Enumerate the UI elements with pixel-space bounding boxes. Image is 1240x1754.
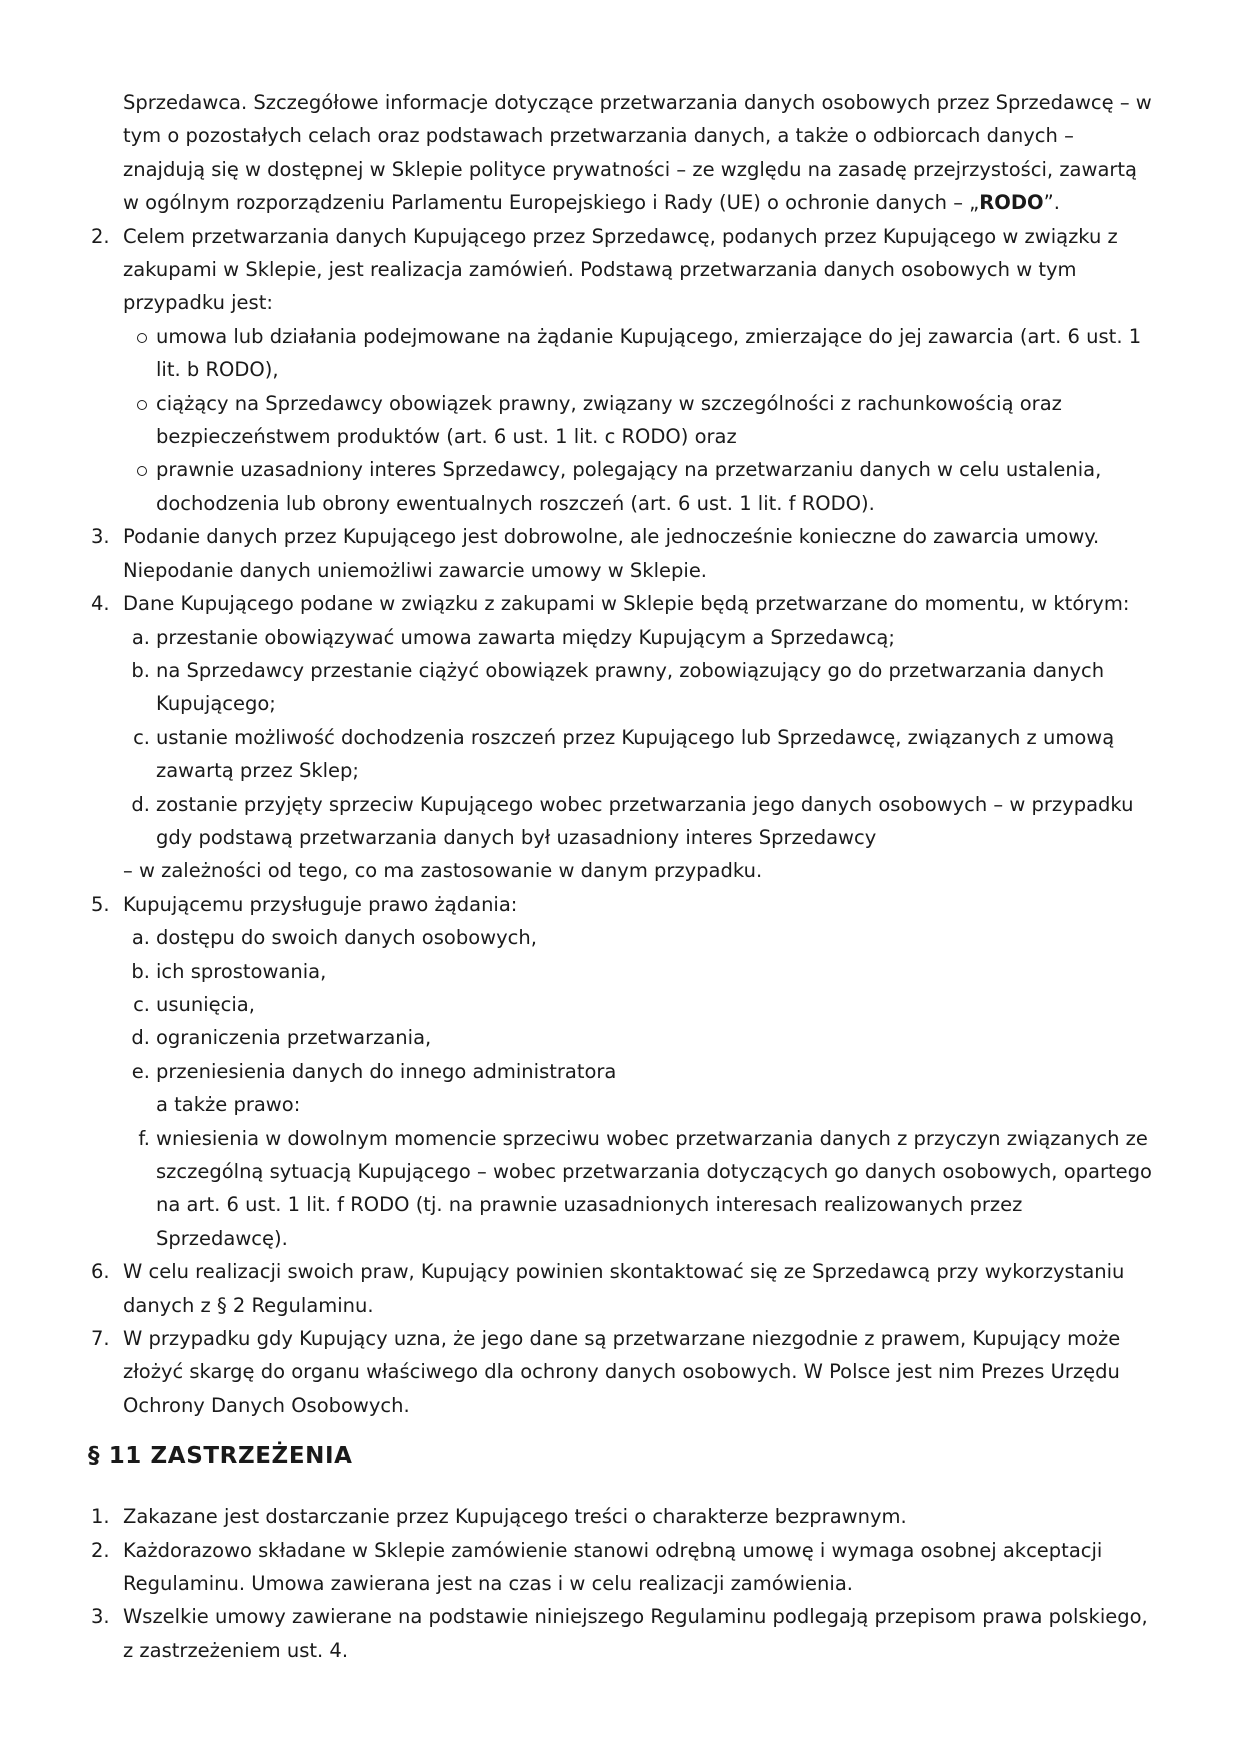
also-text: a także prawo: [156,1093,301,1117]
letter-marker: f. [138,1126,150,1150]
document-page [0,86,1240,1667]
circle-bullet-icon [137,333,147,343]
bullet-item [156,453,1160,520]
letter-list [138,1122,1160,1256]
list-item [0,1600,1160,1667]
list-item-text: W przypadku gdy Kupujący uzna, że jego dane są przetwarzane niezgodnie z prawem, Kupujący może złożyć skargę do organu właściwego dla ochrony danych osobowych. W Polsce jest nim Prezes Urzędu Ochrony Danych Osobowych. [123,1327,1121,1417]
list-item-text: W celu realizacji swoich praw, Kupujący powinien skontaktować się ze Sprzedawcą przy wykorzystaniu danych z § 2 Regulaminu. [123,1260,1125,1317]
list-number: 3. [91,1605,110,1629]
list-number: 6. [91,1260,110,1284]
letter-item [138,1122,1160,1256]
letter-text: ich sprostowania, [156,959,327,983]
list-number: 3. [91,525,110,549]
list-number: 5. [91,892,110,916]
list-number: 7. [91,1327,110,1351]
letter-item [131,654,1160,721]
letter-item [131,955,1160,988]
privacy-list [0,220,1240,1423]
list-item-text: Kupującemu przysługuje prawo żądania: [123,892,518,916]
lead-paragraph [123,86,1153,220]
list-item-text: Każdorazowo składane w Sklepie zamówienie stanowi odrębną umowę i wymaga osobnej akceptacji Regulaminu. Umowa zawierana jest na czas i w celu realizacji zamówienia. [123,1538,1103,1596]
letter-list [131,921,1160,1088]
letter-text: ograniczenia przetwarzania, [156,1026,432,1050]
letter-marker: d. [131,1026,150,1050]
letter-marker: d. [131,792,150,816]
letter-item [131,621,1160,654]
letter-marker: b. [131,959,150,983]
list-item [0,1500,1160,1533]
list-item-text: Wszelkie umowy zawierane na podstawie niniejszego Regulaminu podlegają przepisom prawa polskiego, z zastrzeżeniem ust. 4. [123,1605,1148,1662]
letter-item [131,1021,1160,1054]
list-number: 2. [91,1538,110,1562]
list-item [0,220,1160,521]
letter-list [131,621,1160,855]
letter-marker: c. [133,725,150,749]
bullet-text: ciążący na Sprzedawcy obowiązek prawny, związany w szczególności z rachunkowością oraz bezpieczeństwem produktów (art. 6 ust. 1 lit. c RODO) oraz [156,391,1062,449]
letter-item [133,988,1160,1021]
letter-item [131,1055,1160,1088]
letter-text: usunięcia, [156,992,255,1016]
bullet-item [156,320,1160,387]
letter-text: ustanie możliwość dochodzenia roszczeń przez Kupującego lub Sprzedawcę, związanych z umową zawartą przez Sklep; [156,725,1115,783]
lead-bold: RODO [979,191,1044,215]
letter-text: przestanie obowiązywać umowa zawarta między Kupującym a Sprzedawcą; [156,625,895,649]
bullet-text: umowa lub działania podejmowane na żądanie Kupującego, zmierzające do jej zawarcia (art. 6 ust. 1 lit. b RODO), [156,324,1142,382]
lead-text: Sprzedawca. Szczegółowe informacje dotyczące przetwarzania danych osobowych przez Sprzedawcę – w tym o pozostałych celach oraz podstawach przetwarzania danych, a także o odbiorcach danych – znajdują się w dostępnej w Sklepie polityce prywatności – ze względu na zasadę przejrzystości, zawartą w ogólnym rozporządzeniu Parlamentu Europejskiego i Rady (UE) o ochronie danych – „ [123,91,1152,215]
reservations-list [0,1500,1240,1667]
section-heading: § 11 ZASTRZEŻENIA [88,1443,353,1470]
list-number: 4. [91,592,110,616]
letter-marker: a. [131,625,150,649]
list-item [0,1322,1160,1422]
lead-text-end: ”. [1043,191,1060,215]
letter-marker: c. [133,992,150,1016]
bullet-text: prawnie uzasadniony interes Sprzedawcy, polegający na przetwarzaniu danych w celu ustalenia, dochodzenia lub obrony ewentualnych roszczeń (art. 6 ust. 1 lit. f RODO). [156,458,1102,515]
list-item-text: Zakazane jest dostarczanie przez Kupującego treści o charakterze bezprawnym. [123,1505,907,1529]
list-number: 2. [91,224,110,248]
list-item [0,1255,1160,1322]
letter-marker: a. [131,926,150,950]
letter-item [131,788,1160,855]
list-item-text: Celem przetwarzania danych Kupującego przez Sprzedawcę, podanych przez Kupującego w związku z zakupami w Sklepie, jest realizacja zamówień. Podstawą przetwarzania danych osobowych w tym przypadku jest: [123,224,1118,315]
letter-text: zostanie przyjęty sprzeciw Kupującego wobec przetwarzania jego danych osobowych – w przypadku gdy podstawą przetwarzania danych był uzasadniony interes Sprzedawcy [156,792,1134,849]
list-item [0,1534,1160,1601]
letter-text: wniesienia w dowolnym momencie sprzeciwu wobec przetwarzania danych z przyczyn związanych ze szczególną sytuacją Kupującego – wobec przetwarzania dotyczących go danych osobowych, opartego na art. 6 ust. 1 lit. f RODO (tj. na prawnie uzasadnionych interesach realizowanych przez Sprzedawcę). [156,1126,1152,1250]
letter-marker: e. [131,1059,150,1083]
bullet-item [156,387,1160,454]
letter-text: na Sprzedawcy przestanie ciążyć obowiązek prawny, zobowiązujący go do przetwarzania danych Kupującego; [156,658,1105,716]
list-tail-text: – w zależności od tego, co ma zastosowanie w danym przypadku. [123,859,763,883]
circle-bullet-icon [137,466,147,476]
list-item [0,520,1160,587]
list-number: 1. [91,1505,110,1529]
letter-text: przeniesienia danych do innego administratora [156,1059,617,1083]
list-item-text: Dane Kupującego podane w związku z zakupami w Sklepie będą przetwarzane do momentu, w którym: [123,592,1130,616]
letter-item [131,921,1160,954]
letter-text: dostępu do swoich danych osobowych, [156,926,537,950]
circle-bullet-icon [137,400,147,410]
bullet-list [156,320,1160,520]
list-item [0,587,1160,888]
list-item [0,888,1160,1255]
letter-item [133,721,1160,788]
list-item-text: Podanie danych przez Kupującego jest dobrowolne, ale jednocześnie konieczne do zawarcia umowy. Niepodanie danych uniemożliwi zawarcie umowy w Sklepie. [123,525,1100,582]
letter-marker: b. [131,658,150,682]
